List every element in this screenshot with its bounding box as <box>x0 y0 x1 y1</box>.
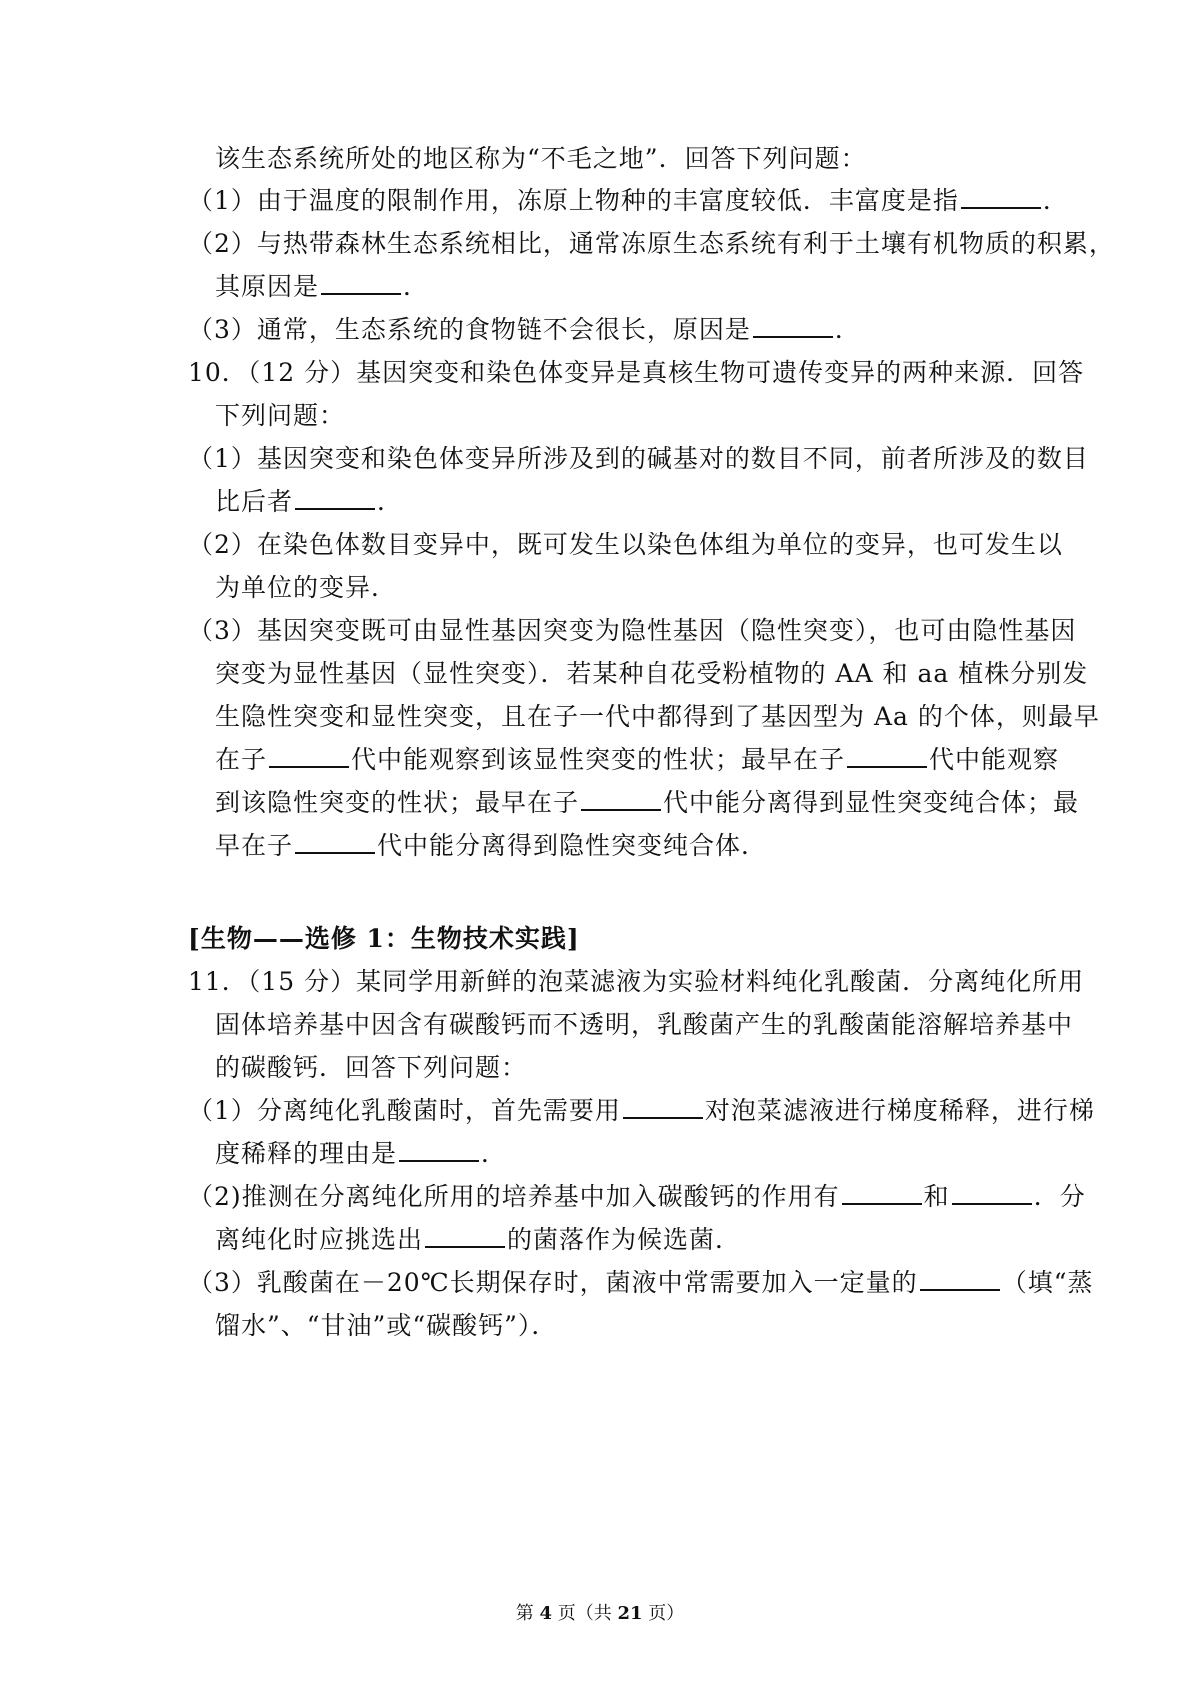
answer-blank <box>920 1267 1000 1291</box>
answer-blank <box>623 1095 703 1119</box>
answer-blank <box>847 744 927 768</box>
text-line: 的碳酸钙．回答下列问题： <box>215 1053 528 1082</box>
text-line: 生隐性突变和显性突变，且在子一代中都得到了基因型为 Aa 的个体，则最早 <box>215 702 1100 731</box>
question-10-1: （1）基因突变和染色体变异所涉及到的碱基对的数目不同，前者所涉及的数目 <box>188 444 1089 473</box>
question-11: 11．（15 分）某同学用新鲜的泡菜滤液为实验材料纯化乳酸菌．分离纯化所用 <box>188 967 1085 996</box>
question-9-3: （3）通常，生态系统的食物链不会很长，原因是 ． <box>188 315 861 344</box>
answer-blank <box>269 744 349 768</box>
question-10-2: （2）在染色体数目变异中，既可发生以染色体组为单位的变异，也可发生以 <box>188 530 1063 559</box>
text-line: 为单位的变异． <box>215 573 398 602</box>
page-total: 21 <box>617 1603 643 1624</box>
answer-blank <box>321 271 401 295</box>
page-number: 4 <box>539 1603 552 1624</box>
question-9-1: （1）由于温度的限制作用，冻原上物种的丰富度较低．丰富度是指 ． <box>188 186 1069 215</box>
question-9-2: （2）与热带森林生态系统相比，通常冻原生态系统有利于土壤有机物质的积累， <box>188 229 1115 258</box>
answer-blank <box>399 1138 479 1162</box>
question-11-1: （1）分离纯化乳酸菌时，首先需要用 对泡菜滤液进行梯度稀释，进行梯 <box>188 1096 1095 1125</box>
text-line: 早在子 代中能分离得到隐性突变纯合体． <box>215 831 768 860</box>
text-line: 比后者 ． <box>215 487 404 516</box>
answer-blank <box>753 314 833 338</box>
question-10-3: （3）基因突变既可由显性基因突变为隐性基因（隐性突变），也可由隐性基因 <box>188 616 1077 645</box>
text-line: 度稀释的理由是 ． <box>215 1139 508 1168</box>
answer-blank <box>952 1181 1032 1205</box>
page-footer: 第 4 页（共 21 页） <box>515 1603 685 1624</box>
answer-blank <box>425 1224 505 1248</box>
text-line: 下列问题： <box>215 401 346 430</box>
text-line: 该生态系统所处的地区称为“不毛之地”．回答下列问题： <box>215 144 867 173</box>
answer-blank <box>961 185 1041 209</box>
question-10: 10．（12 分）基因突变和染色体变异是真核生物可遗传变异的两种来源．回答 <box>188 358 1085 387</box>
text-line: 固体培养基中因含有碳酸钙而不透明，乳酸菌产生的乳酸菌能溶解培养基中 <box>215 1010 1074 1039</box>
question-11-2: （2)推测在分离纯化所用的培养基中加入碳酸钙的作用有 和 ．分 <box>188 1182 1086 1211</box>
answer-blank <box>295 830 375 854</box>
answer-blank <box>295 486 375 510</box>
text-line: 在子 代中能观察到该显性突变的性状；最早在子 代中能观察 <box>215 745 1060 774</box>
text-line: 离纯化时应挑选出 的菌落作为候选菌． <box>215 1225 742 1254</box>
answer-blank <box>581 787 661 811</box>
question-11-3: （3）乳酸菌在－20℃长期保存时，菌液中常需要加入一定量的 （填“蒸 <box>188 1268 1094 1297</box>
section-heading: [生物——选修 1：生物技术实践] <box>188 924 580 953</box>
text-line: 馏水”、“甘油”或“碳酸钙”）． <box>215 1311 558 1340</box>
text-line: 突变为显性基因（显性突变）．若某种自花受粉植物的 AA 和 aa 植株分别发 <box>215 659 1089 688</box>
text-line: 到该隐性突变的性状；最早在子 代中能分离得到显性突变纯合体；最 <box>215 788 1080 817</box>
answer-blank <box>842 1181 922 1205</box>
text-line: 其原因是 ． <box>215 272 430 301</box>
